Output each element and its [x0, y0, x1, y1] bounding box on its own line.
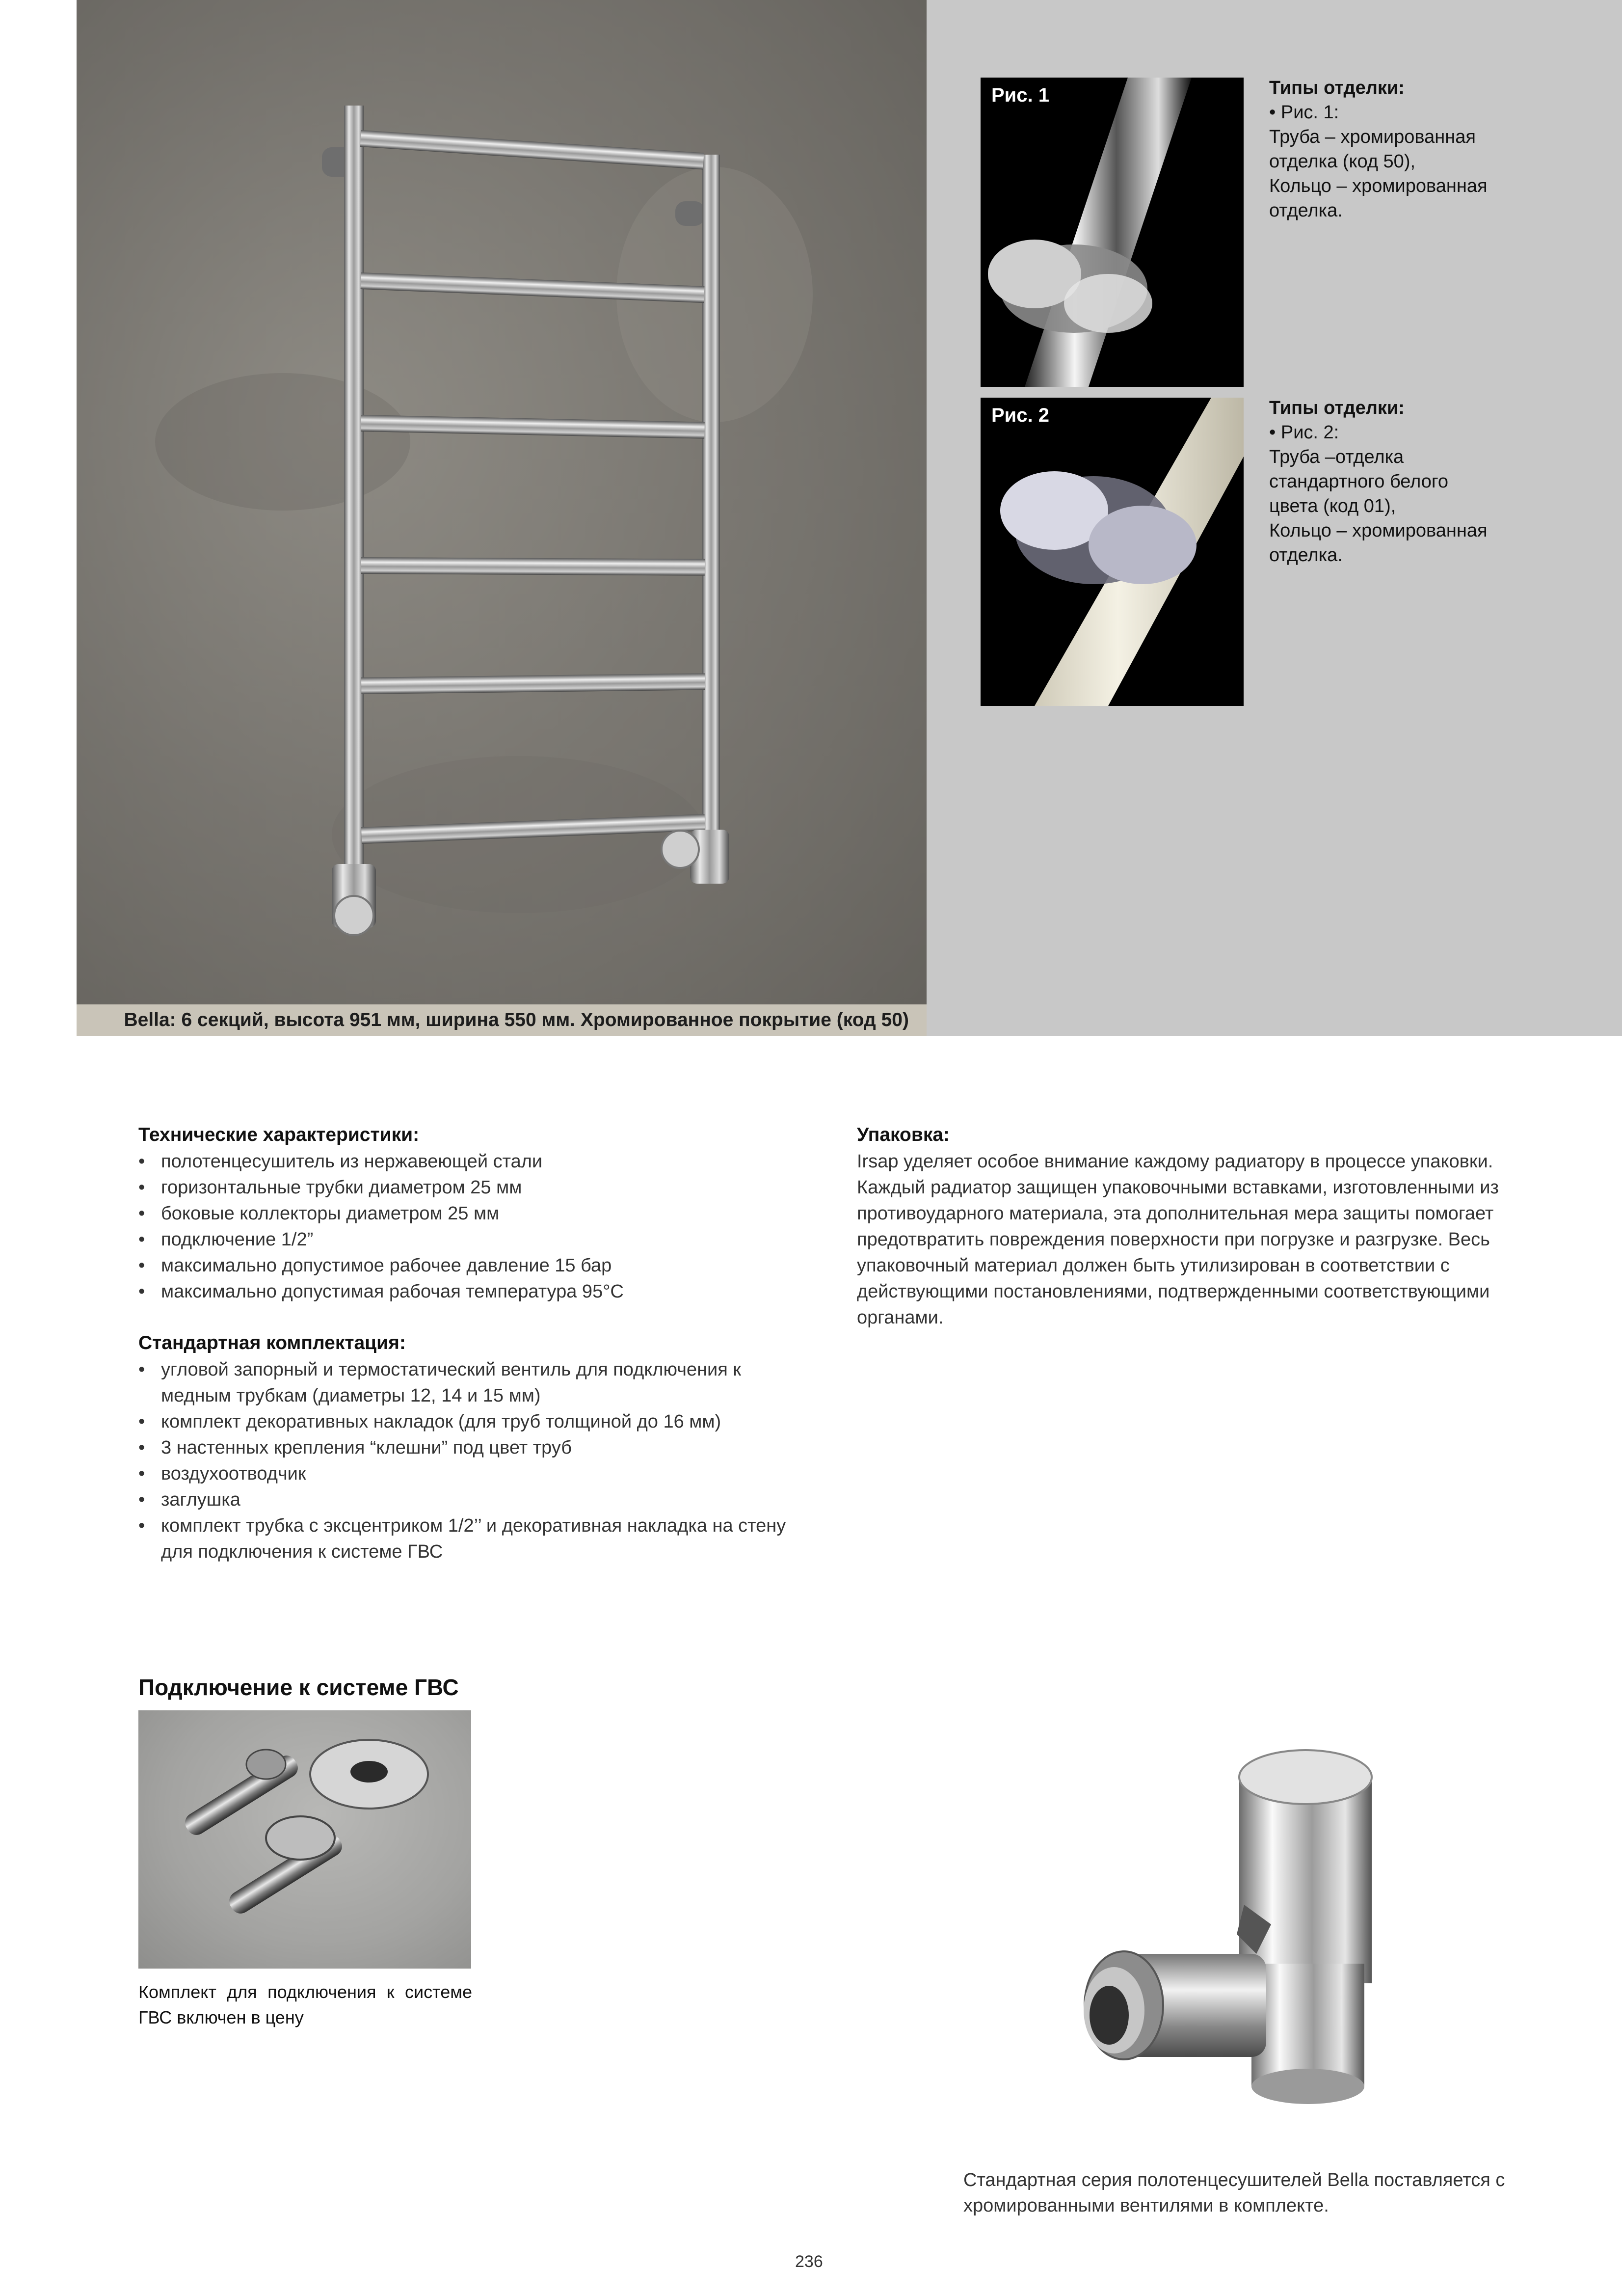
gvs-kit-photo — [138, 1710, 471, 1969]
figure-2-white-finish — [981, 398, 1244, 706]
list-item: • комплект декоративных накладок (для труб толщиной до 16 мм) — [138, 1409, 796, 1435]
finish-2-line: • Рис. 2: — [1269, 422, 1339, 443]
figure-2-label: Рис. 2 — [991, 405, 1049, 426]
list-item: • комплект трубка с эксцентриком 1/2’’ и декоративная накладка на стену для подключения к системе ГВС — [138, 1513, 796, 1565]
finish-2-line: стандартного белого — [1269, 471, 1449, 492]
figure-1-label: Рис. 1 — [991, 84, 1049, 106]
chrome-pipe-illustration — [981, 78, 1244, 387]
list-item: • горизонтальные трубки диаметром 25 мм — [138, 1175, 806, 1201]
tech-specs-list — [138, 1149, 806, 1305]
finish-1-description — [1269, 76, 1583, 223]
list-item: • полотенцесушитель из нержавеющей стали — [138, 1149, 806, 1175]
gvs-caption: Комплект для подключения к системе ГВС включен в цену — [138, 1982, 472, 2027]
figure-1-chrome-finish — [981, 78, 1244, 387]
finish-1-line: Труба – хромированная — [1269, 127, 1476, 147]
packaging-section — [857, 1124, 1529, 1331]
towel-radiator-illustration — [77, 0, 927, 1036]
valve-caption: Стандартная серия полотенцесушителей Bella поставляется с хромированными вентилями в комплекте. — [963, 2170, 1505, 2216]
list-item: • заглушка — [138, 1487, 796, 1513]
list-item: • максимально допустимое рабочее давление 15 бар — [138, 1253, 806, 1279]
hero-photo — [77, 0, 927, 1036]
standard-kit-section — [138, 1332, 796, 1565]
list-item: • подключение 1/2” — [138, 1227, 806, 1253]
page-number: 236 — [795, 2252, 823, 2271]
finish-2-line: цвета (код 01), — [1269, 496, 1396, 516]
white-pipe-illustration — [981, 398, 1244, 706]
list-item: • максимально допустимая рабочая температура 95°C — [138, 1279, 806, 1305]
finish-2-line: Кольцо – хромированная — [1269, 520, 1488, 541]
finish-2-line: Труба –отделка — [1269, 447, 1404, 467]
finish-1-line: Кольцо – хромированная — [1269, 176, 1488, 196]
standard-kit-list — [138, 1357, 796, 1565]
gvs-section-title: Подключение к системе ГВС — [138, 1675, 459, 1700]
valve-photo — [1055, 1748, 1428, 2150]
hero-caption: Bella: 6 секций, высота 951 мм, ширина 550 мм. Хромированное покрытие (код 50) — [77, 1004, 927, 1036]
tech-specs-title: Технические характеристики: — [138, 1124, 420, 1145]
finish-1-line: • Рис. 1: — [1269, 102, 1339, 123]
gvs-kit-illustration — [138, 1710, 471, 1969]
list-item: • 3 настенных крепления “клешни” под цвет труб — [138, 1435, 796, 1461]
standard-kit-title: Стандартная комплектация: — [138, 1332, 406, 1353]
list-item: • угловой запорный и термостатический вентиль для подключения к медным трубкам (диаметры 12, 14 и 15 мм) — [138, 1357, 796, 1409]
packaging-title: Упаковка: — [857, 1124, 950, 1145]
angle-valve-illustration — [1055, 1748, 1428, 2150]
list-item: • воздухоотводчик — [138, 1461, 796, 1487]
finish-1-title: Типы отделки: — [1269, 78, 1405, 98]
list-item: • боковые коллекторы диаметром 25 мм — [138, 1201, 806, 1227]
packaging-text: Irsap уделяет особое внимание каждому радиатору в процессе упаковки. Каждый радиатор защищен упаковочными вставками, изготовленными из противоударного материала, эта дополнительная мера защиты помогает предотвратить повреждения поверхности при погрузке и разгрузке. Весь упаковочный материал должен быть утилизирован в соответствии с действующими постановлениями, подтвержденными соответствующими органами. — [857, 1151, 1499, 1328]
finish-2-title: Типы отделки: — [1269, 398, 1405, 418]
finish-2-description — [1269, 396, 1583, 567]
finish-1-line: отделка. — [1269, 200, 1343, 221]
tech-specs-section — [138, 1124, 806, 1305]
finish-1-line: отделка (код 50), — [1269, 151, 1416, 172]
finish-2-line: отделка. — [1269, 545, 1343, 566]
